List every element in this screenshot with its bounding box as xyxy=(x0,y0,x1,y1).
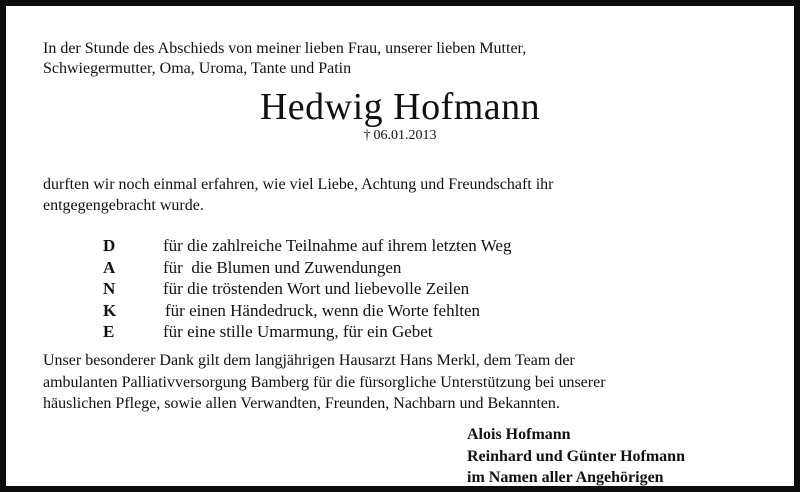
danke-acrostic xyxy=(103,235,623,343)
danke-row xyxy=(103,300,623,322)
danke-letter: E xyxy=(103,322,115,341)
special-thanks-text xyxy=(43,350,683,415)
thanks-intro-line-2: entgegengebracht wurde. xyxy=(43,197,204,214)
intro-line-2: Schwiegermutter, Oma, Uroma, Tante und Patin xyxy=(43,60,352,77)
danke-letter: N xyxy=(103,279,116,298)
thanks-intro-text xyxy=(43,174,643,216)
special-thanks-line-2: ambulanten Palliativversorgung Bamberg für die fürsorgliche Unterstützung bei unserer xyxy=(43,373,606,391)
cross-icon: † xyxy=(363,128,371,143)
danke-row xyxy=(103,235,623,257)
thanks-intro-line-1: durften wir noch einmal erfahren, wie viel Liebe, Achtung und Freundschaft ihr xyxy=(43,176,554,193)
intro-line-1: In der Stunde des Abschieds von meiner lieben Frau, unserer lieben Mutter, xyxy=(43,40,527,57)
danke-row xyxy=(103,257,623,279)
danke-phrase: für die zahlreiche Teilnahme auf ihrem letzten Weg xyxy=(163,236,512,255)
danke-row xyxy=(103,278,623,300)
danke-letter: A xyxy=(103,257,116,277)
danke-phrase: für die Blumen und Zuwendungen xyxy=(163,257,402,277)
signature-line-3: im Namen aller Angehörigen xyxy=(467,469,664,486)
death-date: 06.01.2013 xyxy=(373,128,437,143)
signature-line-2: Reinhard und Günter Hofmann xyxy=(467,447,685,465)
danke-letter: D xyxy=(103,236,116,255)
danke-phrase: für die tröstenden Wort und liebevolle Zeilen xyxy=(163,279,470,298)
death-date-line xyxy=(6,127,794,145)
danke-phrase: für einen Händedruck, wenn die Worte fehlten xyxy=(165,300,481,320)
danke-letter: K xyxy=(103,300,117,320)
deceased-name: Hedwig Hofmann xyxy=(259,86,541,128)
danke-row xyxy=(103,321,623,343)
signature-line-1: Alois Hofmann xyxy=(467,426,571,443)
intro-text xyxy=(43,39,603,79)
special-thanks-line-3: häuslichen Pflege, sowie allen Verwandten, Freunden, Nachbarn und Bekannten. xyxy=(43,395,560,412)
special-thanks-line-1: Unser besonderer Dank gilt dem langjährigen Hausarzt Hans Merkl, dem Team der xyxy=(43,352,575,369)
danke-phrase: für eine stille Umarmung, für ein Gebet xyxy=(163,322,433,341)
signature-block xyxy=(467,424,767,489)
